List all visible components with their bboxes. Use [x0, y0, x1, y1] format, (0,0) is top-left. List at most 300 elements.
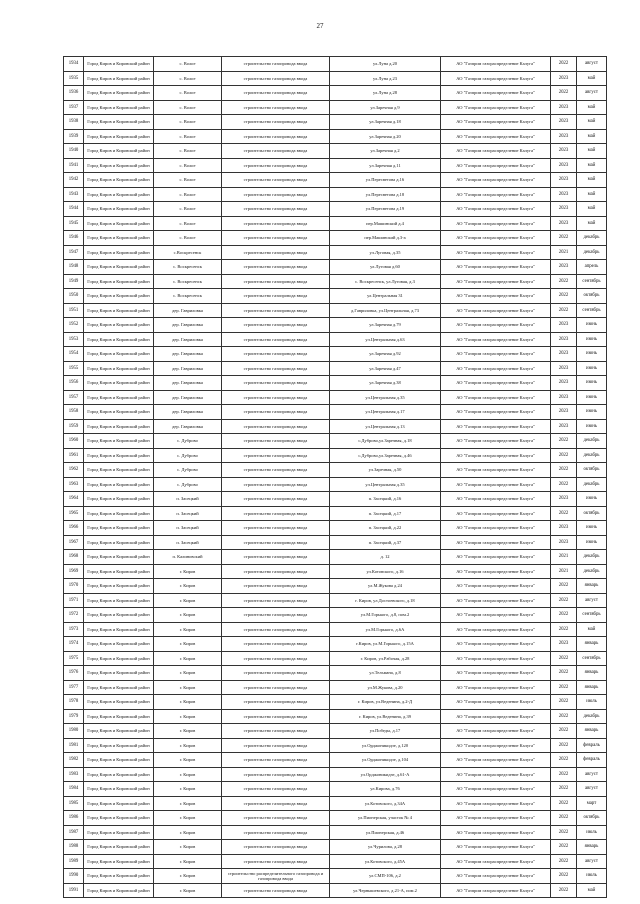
contractor-cell: АО "Газпром газораспределение Калуга"	[441, 709, 551, 724]
table-row	[64, 347, 607, 362]
table-row	[64, 129, 607, 144]
contractor-cell: АО "Газпром газораспределение Калуга"	[441, 144, 551, 159]
table-row	[64, 245, 607, 260]
work-type-cell: строительство распределительного газопровода и газопровода ввода	[222, 869, 330, 884]
row-number: 1949	[64, 274, 84, 289]
contractor-cell: АО "Газпром газораспределение Калуга"	[441, 86, 551, 101]
year-cell: 2022	[551, 724, 577, 739]
contractor-cell: АО "Газпром газораспределение Калуга"	[441, 477, 551, 492]
work-type-cell: строительство газопровода ввода	[222, 535, 330, 550]
district-cell: Город Киров и Кировский район	[84, 144, 154, 159]
settlement-cell: г. Киров	[154, 854, 222, 869]
month-cell: январь	[577, 637, 607, 652]
address-cell: ул.Центральная д.35	[330, 390, 441, 405]
settlement-cell: г. Киров	[154, 840, 222, 855]
year-cell: 2021	[551, 245, 577, 260]
contractor-cell: АО "Газпром газораспределение Калуга"	[441, 463, 551, 478]
contractor-cell: АО "Газпром газораспределение Калуга"	[441, 695, 551, 710]
district-cell: Город Киров и Кировский район	[84, 564, 154, 579]
row-number: 1991	[64, 883, 84, 898]
month-cell: август	[577, 593, 607, 608]
settlement-cell: г. Киров	[154, 825, 222, 840]
month-cell: январь	[577, 840, 607, 855]
month-cell: июнь	[577, 521, 607, 536]
row-number: 1958	[64, 405, 84, 420]
address-cell: ул.Заречная, д.50	[330, 463, 441, 478]
row-number: 1955	[64, 361, 84, 376]
contractor-cell: АО "Газпром газораспределение Калуга"	[441, 129, 551, 144]
work-type-cell: строительство газопровода ввода	[222, 86, 330, 101]
month-cell: август	[577, 767, 607, 782]
work-type-cell: строительство газопровода ввода	[222, 680, 330, 695]
settlement-cell: п. Калиновский	[154, 550, 222, 565]
work-type-cell: строительство газопровода ввода	[222, 173, 330, 188]
district-cell: Город Киров и Кировский район	[84, 115, 154, 130]
table-row	[64, 506, 607, 521]
contractor-cell: АО "Газпром газораспределение Калуга"	[441, 419, 551, 434]
year-cell: 2022	[551, 463, 577, 478]
contractor-cell: АО "Газпром газораспределение Калуга"	[441, 825, 551, 840]
contractor-cell: АО "Газпром газораспределение Калуга"	[441, 289, 551, 304]
table-row	[64, 521, 607, 536]
settlement-cell: г. Киров	[154, 564, 222, 579]
table-row	[64, 738, 607, 753]
work-type-cell: строительство газопровода ввода	[222, 637, 330, 652]
month-cell: июнь	[577, 390, 607, 405]
district-cell: Город Киров и Кировский район	[84, 796, 154, 811]
address-cell: ул.СМП-106, д.2	[330, 869, 441, 884]
row-number: 1939	[64, 129, 84, 144]
contractor-cell: АО "Газпром газораспределение Калуга"	[441, 231, 551, 246]
month-cell: май	[577, 216, 607, 231]
district-cell: Город Киров и Кировский район	[84, 231, 154, 246]
address-cell: ул.Пересветова д.19	[330, 202, 441, 217]
row-number: 1967	[64, 535, 84, 550]
settlement-cell: г. Киров	[154, 753, 222, 768]
work-type-cell: строительство газопровода ввода	[222, 231, 330, 246]
table-row	[64, 463, 607, 478]
contractor-cell: АО "Газпром газораспределение Калуга"	[441, 811, 551, 826]
district-cell: Город Киров и Кировский район	[84, 405, 154, 420]
district-cell: Город Киров и Кировский район	[84, 869, 154, 884]
table-row	[64, 709, 607, 724]
contractor-cell: АО "Газпром газораспределение Калуга"	[441, 187, 551, 202]
contractor-cell: АО "Газпром газораспределение Калуга"	[441, 332, 551, 347]
work-type-cell: строительство газопровода ввода	[222, 144, 330, 159]
contractor-cell: АО "Газпром газораспределение Калуга"	[441, 724, 551, 739]
address-cell: пер.Машинский д.3-а	[330, 231, 441, 246]
contractor-cell: АО "Газпром газораспределение Калуга"	[441, 753, 551, 768]
month-cell: декабрь	[577, 448, 607, 463]
row-number: 1959	[64, 419, 84, 434]
address-cell: ул.Заречная д.2	[330, 144, 441, 159]
work-type-cell: строительство газопровода ввода	[222, 347, 330, 362]
work-type-cell: строительство газопровода ввода	[222, 767, 330, 782]
year-cell: 2022	[551, 811, 577, 826]
year-cell: 2022	[551, 825, 577, 840]
month-cell: май	[577, 202, 607, 217]
settlement-cell: дер. Гавриловка	[154, 347, 222, 362]
year-cell: 2023	[551, 637, 577, 652]
settlement-cell: п. Засецкий	[154, 506, 222, 521]
table-row	[64, 376, 607, 391]
table-row	[64, 492, 607, 507]
address-cell: с.Дуброво,ул.Заречная, д.46	[330, 448, 441, 463]
settlement-cell: с. Волое	[154, 173, 222, 188]
address-cell: г. Киров, ул.Веденина, д.39	[330, 709, 441, 724]
month-cell: январь	[577, 724, 607, 739]
row-number: 1940	[64, 144, 84, 159]
settlement-cell: с. Волое	[154, 231, 222, 246]
address-cell: п. Засецкий, д.17	[330, 506, 441, 521]
district-cell: Город Киров и Кировский район	[84, 782, 154, 797]
settlement-cell: с. Волое	[154, 187, 222, 202]
month-cell: декабрь	[577, 564, 607, 579]
year-cell: 2023	[551, 216, 577, 231]
district-cell: Город Киров и Кировский район	[84, 622, 154, 637]
month-cell: сентябрь	[577, 608, 607, 623]
address-cell: ул.Пересветова д.18	[330, 187, 441, 202]
work-type-cell: строительство газопровода ввода	[222, 608, 330, 623]
row-number: 1937	[64, 100, 84, 115]
contractor-cell: АО "Газпром газораспределение Калуга"	[441, 564, 551, 579]
contractor-cell: АО "Газпром газораспределение Калуга"	[441, 767, 551, 782]
month-cell: июнь	[577, 405, 607, 420]
year-cell: 2023	[551, 419, 577, 434]
table-row	[64, 724, 607, 739]
gasification-table	[63, 56, 607, 898]
district-cell: Город Киров и Кировский район	[84, 71, 154, 86]
row-number: 1978	[64, 695, 84, 710]
address-cell: ул.Чуриловa, д.28	[330, 840, 441, 855]
settlement-cell: с. Дуброво	[154, 463, 222, 478]
settlement-cell: дер. Гавриловка	[154, 332, 222, 347]
address-cell: г. Киров, ул.Достоевского, д.18	[330, 593, 441, 608]
address-cell: ул.Орджоникидзе, д.120	[330, 738, 441, 753]
row-number: 1936	[64, 86, 84, 101]
district-cell: Город Киров и Кировский район	[84, 506, 154, 521]
row-number: 1968	[64, 550, 84, 565]
district-cell: Город Киров и Кировский район	[84, 57, 154, 72]
address-cell: п. Засецкий, д.16	[330, 492, 441, 507]
address-cell: ул.Центральная д.17	[330, 405, 441, 420]
month-cell: октябрь	[577, 811, 607, 826]
month-cell: июнь	[577, 492, 607, 507]
table-row	[64, 637, 607, 652]
contractor-cell: АО "Газпром газораспределение Калуга"	[441, 71, 551, 86]
address-cell: пер.Машинский д.4	[330, 216, 441, 231]
row-number: 1944	[64, 202, 84, 217]
row-number: 1970	[64, 579, 84, 594]
month-cell: июль	[577, 869, 607, 884]
table-row	[64, 419, 607, 434]
work-type-cell: строительство газопровода ввода	[222, 738, 330, 753]
table-row	[64, 361, 607, 376]
district-cell: Город Киров и Кировский район	[84, 187, 154, 202]
work-type-cell: строительство газопровода ввода	[222, 419, 330, 434]
contractor-cell: АО "Газпром газораспределение Калуга"	[441, 608, 551, 623]
work-type-cell: строительство газопровода ввода	[222, 753, 330, 768]
work-type-cell: строительство газопровода ввода	[222, 811, 330, 826]
row-number: 1938	[64, 115, 84, 130]
row-number: 1976	[64, 666, 84, 681]
year-cell: 2023	[551, 405, 577, 420]
month-cell: сентябрь	[577, 274, 607, 289]
work-type-cell: строительство газопровода ввода	[222, 463, 330, 478]
year-cell: 2022	[551, 695, 577, 710]
district-cell: Город Киров и Кировский район	[84, 173, 154, 188]
district-cell: Город Киров и Кировский район	[84, 376, 154, 391]
month-cell: сентябрь	[577, 651, 607, 666]
row-number: 1974	[64, 637, 84, 652]
district-cell: Город Киров и Кировский район	[84, 477, 154, 492]
contractor-cell: АО "Газпром газораспределение Калуга"	[441, 260, 551, 275]
settlement-cell: с. Волое	[154, 144, 222, 159]
row-number: 1984	[64, 782, 84, 797]
work-type-cell: строительство газопровода ввода	[222, 477, 330, 492]
settlement-cell: г. Киров	[154, 637, 222, 652]
settlement-cell: г. Киров	[154, 680, 222, 695]
year-cell: 2022	[551, 796, 577, 811]
address-cell: ул.Заречная д.20	[330, 129, 441, 144]
work-type-cell: строительство газопровода ввода	[222, 260, 330, 275]
settlement-cell: дер. Гавриловка	[154, 419, 222, 434]
table-row	[64, 173, 607, 188]
row-number: 1956	[64, 376, 84, 391]
work-type-cell: строительство газопровода ввода	[222, 100, 330, 115]
district-cell: Город Киров и Кировский район	[84, 347, 154, 362]
settlement-cell: г. Киров	[154, 811, 222, 826]
work-type-cell: строительство газопровода ввода	[222, 129, 330, 144]
contractor-cell: АО "Газпром газораспределение Калуга"	[441, 666, 551, 681]
month-cell: июнь	[577, 318, 607, 333]
table-row	[64, 782, 607, 797]
address-cell: ул.Центральная д.35	[330, 477, 441, 492]
row-number: 1983	[64, 767, 84, 782]
table-row	[64, 593, 607, 608]
month-cell: август	[577, 86, 607, 101]
district-cell: Город Киров и Кировский район	[84, 883, 154, 898]
year-cell: 2023	[551, 187, 577, 202]
work-type-cell: строительство газопровода ввода	[222, 695, 330, 710]
year-cell: 2023	[551, 376, 577, 391]
year-cell: 2023	[551, 535, 577, 550]
month-cell: декабрь	[577, 231, 607, 246]
month-cell: октябрь	[577, 463, 607, 478]
address-cell: ул.М.Горького, д.8, пом.2	[330, 608, 441, 623]
month-cell: июль	[577, 695, 607, 710]
work-type-cell: строительство газопровода ввода	[222, 579, 330, 594]
month-cell: октябрь	[577, 289, 607, 304]
table-row	[64, 579, 607, 594]
work-type-cell: строительство газопровода ввода	[222, 796, 330, 811]
settlement-cell: г. Киров	[154, 738, 222, 753]
year-cell: 2022	[551, 738, 577, 753]
work-type-cell: строительство газопровода ввода	[222, 202, 330, 217]
contractor-cell: АО "Газпром газораспределение Калуга"	[441, 622, 551, 637]
address-cell: ул.Кирова, д.76	[330, 782, 441, 797]
settlement-cell: с. Волое	[154, 158, 222, 173]
table-row	[64, 564, 607, 579]
table-row	[64, 216, 607, 231]
table-row	[64, 260, 607, 275]
month-cell: июнь	[577, 419, 607, 434]
settlement-cell: г. Киров	[154, 622, 222, 637]
month-cell: январь	[577, 666, 607, 681]
row-number: 1954	[64, 347, 84, 362]
table-row	[64, 71, 607, 86]
year-cell: 2023	[551, 202, 577, 217]
year-cell: 2023	[551, 347, 577, 362]
settlement-cell: с. Волое	[154, 129, 222, 144]
row-number: 1948	[64, 260, 84, 275]
settlement-cell: дер. Гавриловка	[154, 361, 222, 376]
month-cell: июнь	[577, 376, 607, 391]
table-row	[64, 231, 607, 246]
district-cell: Город Киров и Кировский район	[84, 100, 154, 115]
row-number: 1986	[64, 811, 84, 826]
address-cell: ул.Котовского, д.16	[330, 564, 441, 579]
address-cell: с. Воскресенск, ул.Луговая, д.3	[330, 274, 441, 289]
year-cell: 2022	[551, 666, 577, 681]
table-row	[64, 680, 607, 695]
contractor-cell: АО "Газпром газораспределение Калуга"	[441, 535, 551, 550]
district-cell: Город Киров и Кировский район	[84, 550, 154, 565]
address-cell: г. Киров, ул.Рабочая, д.28	[330, 651, 441, 666]
month-cell: декабрь	[577, 245, 607, 260]
work-type-cell: строительство газопровода ввода	[222, 289, 330, 304]
settlement-cell: с. Волое	[154, 216, 222, 231]
address-cell: ул.Котовского, д.45А	[330, 854, 441, 869]
address-cell: ул.Заречная д.79	[330, 318, 441, 333]
work-type-cell: строительство газопровода ввода	[222, 390, 330, 405]
contractor-cell: АО "Газпром газораспределение Калуга"	[441, 738, 551, 753]
district-cell: Город Киров и Кировский район	[84, 492, 154, 507]
settlement-cell: с. Волое	[154, 100, 222, 115]
address-cell: ул.Заречная д.9	[330, 100, 441, 115]
settlement-cell: г. Киров	[154, 724, 222, 739]
district-cell: Город Киров и Кировский район	[84, 260, 154, 275]
settlement-cell: дер. Гавриловка	[154, 303, 222, 318]
work-type-cell: строительство газопровода ввода	[222, 448, 330, 463]
settlement-cell: г. Киров	[154, 666, 222, 681]
contractor-cell: АО "Газпром газораспределение Калуга"	[441, 361, 551, 376]
address-cell: ул.Луговая д.60	[330, 260, 441, 275]
settlement-cell: с. Дуброво	[154, 477, 222, 492]
work-type-cell: строительство газопровода ввода	[222, 521, 330, 536]
month-cell: август	[577, 782, 607, 797]
work-type-cell: строительство газопровода ввода	[222, 709, 330, 724]
year-cell: 2022	[551, 579, 577, 594]
year-cell: 2022	[551, 854, 577, 869]
month-cell: июнь	[577, 347, 607, 362]
table-row	[64, 825, 607, 840]
district-cell: Город Киров и Кировский район	[84, 274, 154, 289]
year-cell: 2022	[551, 840, 577, 855]
district-cell: Город Киров и Кировский район	[84, 825, 154, 840]
address-cell: ул.Луна д.23	[330, 71, 441, 86]
district-cell: Город Киров и Кировский район	[84, 86, 154, 101]
district-cell: Город Киров и Кировский район	[84, 202, 154, 217]
month-cell: декабрь	[577, 477, 607, 492]
row-number: 1941	[64, 158, 84, 173]
year-cell: 2022	[551, 57, 577, 72]
contractor-cell: АО "Газпром газораспределение Калуга"	[441, 216, 551, 231]
row-number: 1934	[64, 57, 84, 72]
year-cell: 2021	[551, 550, 577, 565]
district-cell: Город Киров и Кировский район	[84, 724, 154, 739]
address-cell: п. Засецкий, д.37	[330, 535, 441, 550]
row-number: 1969	[64, 564, 84, 579]
month-cell: июнь	[577, 332, 607, 347]
address-cell: д.Гавриловка, ул.Центральная, д.73	[330, 303, 441, 318]
month-cell: июнь	[577, 535, 607, 550]
table-body	[64, 57, 607, 898]
year-cell: 2023	[551, 129, 577, 144]
contractor-cell: АО "Газпром газораспределение Калуга"	[441, 318, 551, 333]
row-number: 1947	[64, 245, 84, 260]
row-number: 1953	[64, 332, 84, 347]
year-cell: 2022	[551, 782, 577, 797]
district-cell: Город Киров и Кировский район	[84, 854, 154, 869]
month-cell: январь	[577, 680, 607, 695]
row-number: 1935	[64, 71, 84, 86]
settlement-cell: с. Волое	[154, 71, 222, 86]
contractor-cell: АО "Газпром газораспределение Калуга"	[441, 434, 551, 449]
row-number: 1972	[64, 608, 84, 623]
table-row	[64, 100, 607, 115]
month-cell: декабрь	[577, 434, 607, 449]
row-number: 1981	[64, 738, 84, 753]
row-number: 1950	[64, 289, 84, 304]
year-cell: 2022	[551, 303, 577, 318]
year-cell: 2023	[551, 115, 577, 130]
table-row	[64, 434, 607, 449]
contractor-cell: АО "Газпром газораспределение Калуга"	[441, 869, 551, 884]
table-row	[64, 187, 607, 202]
contractor-cell: АО "Газпром газораспределение Калуга"	[441, 593, 551, 608]
work-type-cell: строительство газопровода ввода	[222, 666, 330, 681]
row-number: 1987	[64, 825, 84, 840]
contractor-cell: АО "Газпром газораспределение Калуга"	[441, 303, 551, 318]
contractor-cell: АО "Газпром газораспределение Калуга"	[441, 550, 551, 565]
settlement-cell: с. Дуброво	[154, 448, 222, 463]
month-cell: февраль	[577, 738, 607, 753]
district-cell: Город Киров и Кировский район	[84, 245, 154, 260]
district-cell: Город Киров и Кировский район	[84, 289, 154, 304]
settlement-cell: дер. Гавриловка	[154, 390, 222, 405]
row-number: 1973	[64, 622, 84, 637]
address-cell: ул.Пионерская, д.46	[330, 825, 441, 840]
contractor-cell: АО "Газпром газораспределение Калуга"	[441, 854, 551, 869]
row-number: 1951	[64, 303, 84, 318]
contractor-cell: АО "Газпром газораспределение Калуга"	[441, 245, 551, 260]
row-number: 1966	[64, 521, 84, 536]
settlement-cell: п. Засецкий	[154, 535, 222, 550]
district-cell: Город Киров и Кировский район	[84, 419, 154, 434]
district-cell: Город Киров и Кировский район	[84, 535, 154, 550]
row-number: 1942	[64, 173, 84, 188]
district-cell: Город Киров и Кировский район	[84, 434, 154, 449]
table-row	[64, 477, 607, 492]
address-cell: ул.Луговая, д.35	[330, 245, 441, 260]
contractor-cell: АО "Газпром газораспределение Калуга"	[441, 680, 551, 695]
row-number: 1943	[64, 187, 84, 202]
district-cell: Город Киров и Кировский район	[84, 318, 154, 333]
table-row	[64, 202, 607, 217]
table-row	[64, 666, 607, 681]
district-cell: Город Киров и Кировский район	[84, 753, 154, 768]
